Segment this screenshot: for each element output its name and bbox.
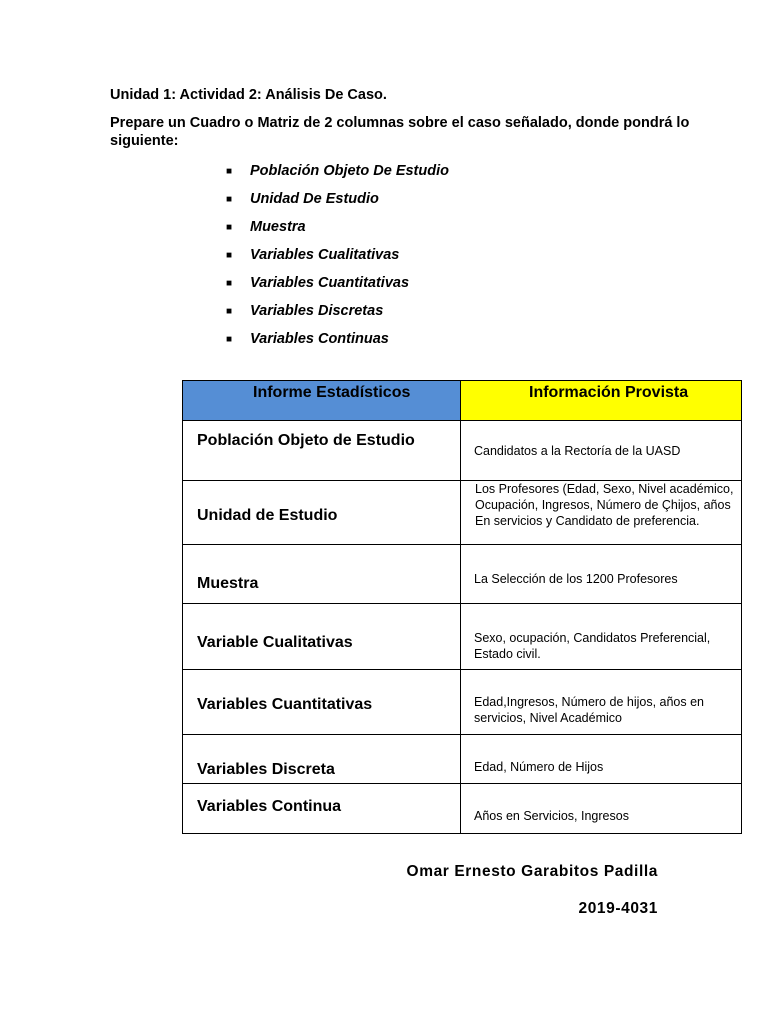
table-row bbox=[183, 481, 742, 545]
row-label: Unidad de Estudio bbox=[183, 481, 461, 545]
bullet-item bbox=[226, 213, 449, 241]
row-info: Sexo, ocupación, Candidatos Preferencial, Estado civil. bbox=[461, 604, 742, 670]
bullet-text: Muestra bbox=[250, 219, 306, 235]
bullet-text: Variables Discretas bbox=[250, 303, 384, 319]
bullet-item bbox=[226, 185, 449, 213]
bullet-item bbox=[226, 241, 449, 269]
case-matrix-table bbox=[182, 380, 742, 834]
row-info: La Selección de los 1200 Profesores bbox=[461, 545, 742, 604]
table-row bbox=[183, 784, 742, 834]
bullet-item bbox=[226, 297, 449, 325]
header-informacion: Información Provista bbox=[461, 381, 742, 421]
table-row bbox=[183, 421, 742, 481]
author-name: Omar Ernesto Garabitos Padilla bbox=[406, 863, 658, 880]
author-id: 2019-4031 bbox=[578, 900, 658, 917]
bullet-text: Variables Continuas bbox=[250, 331, 389, 347]
row-label: Variables Discreta bbox=[183, 735, 461, 784]
table-row bbox=[183, 735, 742, 784]
bullet-text: Variables Cuantitativas bbox=[250, 275, 410, 291]
square-bullet-icon: ■ bbox=[226, 333, 233, 345]
row-label: Muestra bbox=[183, 545, 461, 604]
table-row bbox=[183, 670, 742, 735]
row-info: Edad, Número de Hijos bbox=[461, 735, 742, 784]
row-label: Variables Cuantitativas bbox=[183, 670, 461, 735]
square-bullet-icon: ■ bbox=[226, 305, 233, 317]
header-informe: Informe Estadísticos bbox=[183, 381, 461, 421]
table-row bbox=[183, 545, 742, 604]
square-bullet-icon: ■ bbox=[226, 221, 233, 233]
row-label: Variable Cualitativas bbox=[183, 604, 461, 670]
square-bullet-icon: ■ bbox=[226, 193, 233, 205]
square-bullet-icon: ■ bbox=[226, 249, 233, 261]
table-row bbox=[183, 604, 742, 670]
row-info: Años en Servicios, Ingresos bbox=[461, 784, 742, 834]
row-label: Variables Continua bbox=[183, 784, 461, 834]
table-header-row bbox=[183, 381, 742, 421]
square-bullet-icon: ■ bbox=[226, 277, 233, 289]
row-info: Edad,Ingresos, Número de hijos, años en servicios, Nivel Académico bbox=[461, 670, 742, 735]
instructions-text: Prepare un Cuadro o Matriz de 2 columnas sobre el caso señalado, donde pondrá lo siguiente: bbox=[110, 115, 690, 149]
bullet-item bbox=[226, 157, 449, 185]
bullet-text: Variables Cualitativas bbox=[250, 247, 400, 263]
bullet-text: Población Objeto De Estudio bbox=[250, 163, 449, 179]
bullet-item bbox=[226, 325, 449, 353]
square-bullet-icon: ■ bbox=[226, 165, 233, 177]
bullet-item bbox=[226, 269, 449, 297]
bullet-text: Unidad De Estudio bbox=[250, 191, 379, 207]
document-heading: Unidad 1: Actividad 2: Análisis De Caso. bbox=[110, 87, 387, 103]
bullet-list bbox=[226, 157, 449, 353]
row-label: Población Objeto de Estudio bbox=[183, 421, 461, 481]
row-info: Candidatos a la Rectoría de la UASD bbox=[461, 421, 742, 481]
row-info: Los Profesores (Edad, Sexo, Nivel académico, Ocupación, Ingresos, Número de Çhijos, años En servicios y Candidato de preferencia. bbox=[461, 481, 742, 545]
